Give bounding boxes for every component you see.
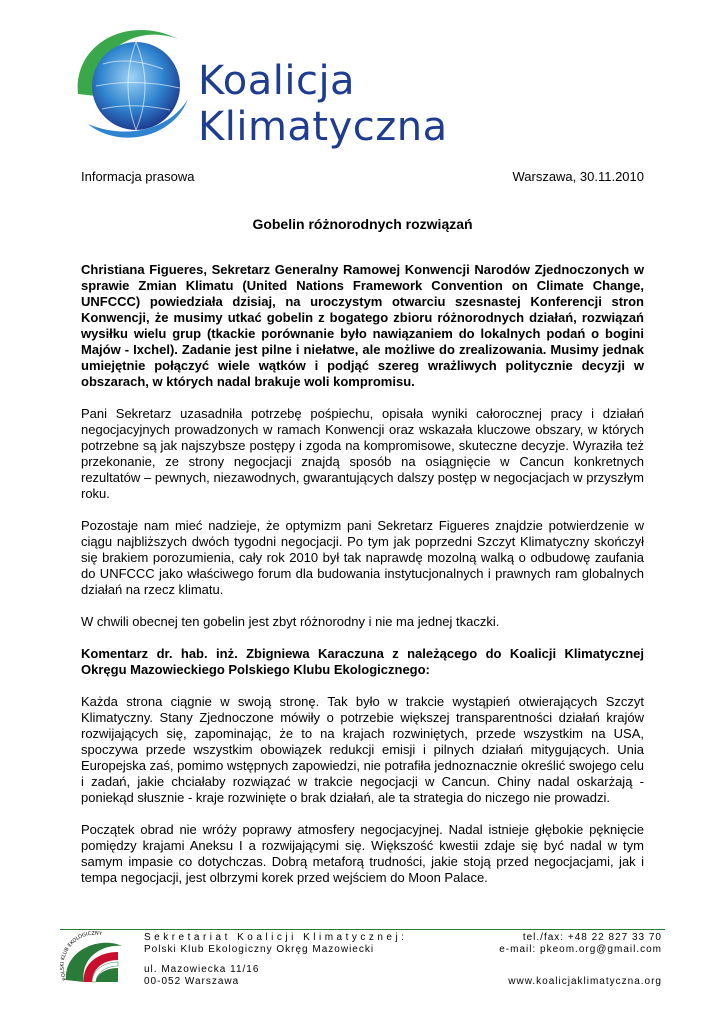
footer-address-block (144, 932, 408, 988)
document-body (81, 262, 644, 902)
footer-contact-block (499, 932, 662, 988)
body-paragraph: W chwili obecnej ten gobelin jest zbyt różnorodny i nie ma jednej tkaczki. (81, 614, 500, 629)
footer-secretariat: Sekretariat Koalicji Klimatycznej: (144, 932, 408, 943)
koalicja-logo (68, 14, 588, 154)
press-release-label: Informacja prasowa (81, 169, 195, 184)
body-paragraph: Początek obrad nie wróży poprawy atmosfery negocjacyjnej. Nadal istnieje głębokie pęknięcie pomiędzy krajami Aneksu I a rozwijającymi się. Większość kwestii zdaje się być nadal w tym samym impasie co dotychczas. Dobrą metaforą trudności, jakie stoją przed negocjacjami, jak i tempa negocjacji, jest olbrzymi korek przed wejściem do Moon Palace. (81, 822, 644, 885)
footer-website[interactable]: www.koalicjaklimatyczna.org (508, 976, 662, 987)
comment-heading: Komentarz dr. hab. inż. Zbigniewa Karaczuna z należącego do Koalicji Klimatycznej Okręgu Mazowieckiego Polskiego Klubu Ekologicznego: (81, 646, 644, 677)
body-paragraph: Pani Sekretarz uzasadniła potrzebę pośpiechu, opisała wyniki całorocznej pracy i działań negocjacyjnych prowadzonych w ramach Konwencji oraz wskazała kluczowe obszary, w których potrzebne są jak najszybsze postępy i zgoda na kompromisowe, skuteczne decyzje. Wyraziła też przekonanie, ze strony negocjacji znajdą sposób na osiągnięcie w Cancun konkretnych rezultatów – pewnych, niezawodnych, gwarantujących dalszy postęp w negocjacjach w przyszłym roku. (81, 406, 644, 501)
footer-city: 00-052 Warszawa (144, 976, 240, 987)
pke-seal-logo (60, 930, 130, 995)
pke-seal-icon (60, 930, 130, 990)
footer-org: Polski Klub Ekologiczny Okręg Mazowiecki (144, 944, 375, 955)
footer-email[interactable]: e-mail: pkeom.org@gmail.com (499, 944, 662, 955)
lead-paragraph: Christiana Figueres, Sekretarz Generalny Ramowej Konwencji Narodów Zjednoczonych w sprawie Zmian Klimatu (United Nations Framework Convention on Climate Change, UNFCCC) powiedziała dzisiaj, na uroczystym otwarciu szesnastej Konferencji stron Konwencji, że musimy utkać gobelin z bogatego zbioru różnorodnych działań, rozwiązań wysiłku wielu grup (tkackie porównanie było nawiązaniem do lokalnych podań o bogini Majów - Ixchel). Zadanie jest pilne i niełatwe, ale możliwe do zrealizowania. Musimy jednak umiejętnie połączyć wiele wątków i podjąć szereg wrażliwych politycznie decyzji w obszarach, w których nadal brakuje woli kompromisu. (81, 262, 644, 389)
body-paragraph: Każda strona ciągnie w swoją stronę. Tak było w trakcie wystąpień otwierających Szczyt Klimatyczny. Stany Zjednoczone mówiły o potrzebie większej transparentności działań krajów rozwijających się, zapominając, że to na krajach rozwiniętych, przede wszystkim na USA, spoczywa przede wszystkim obowiązek redukcji emisji i pilnych działań mitygujących. Unia Europejska zaś, pomimo wstępnych zapowiedzi, nie potrafiła jednoznacznie określić swojego celu i zadań, jakie chciałaby rozwiązać w trakcie negocjacji w Cancun. Chiny nadal oskarżają - poniekąd słusznie - kraje rozwinięte o brak działań, ale ta strategia do niczego nie prowadzi. (81, 694, 644, 805)
logo-wordmark: Koalicja Klimatyczna (198, 58, 448, 150)
footer-street: ul. Mazowiecka 11/16 (144, 964, 260, 975)
globe-swirl-icon (68, 14, 198, 154)
footer-phone: tel./fax: +48 22 827 33 70 (522, 932, 662, 943)
date-place: Warszawa, 30.11.2010 (512, 169, 644, 184)
body-paragraph: Pozostaje nam mieć nadzieje, że optymizm pani Sekretarz Figueres znajdzie potwierdzenie w ciągu najbliższych dwóch tygodni negocjacji. Po tym jak poprzedni Szczyt Klimatyczny skończył się brakiem porozumienia, cały rok 2010 był tak naprawdę mozolną walką o odbudowę zaufania do UNFCCC jako właściwego forum dla budowania instytucjonalnych i prawnych ram globalnych działań na rzecz klimatu. (81, 518, 644, 597)
document-title: Gobelin różnorodnych rozwiązań (252, 216, 473, 232)
seal-text-path: POLSKI KLUB EKOLOGICZNY (60, 930, 103, 982)
footer-divider (60, 929, 665, 930)
